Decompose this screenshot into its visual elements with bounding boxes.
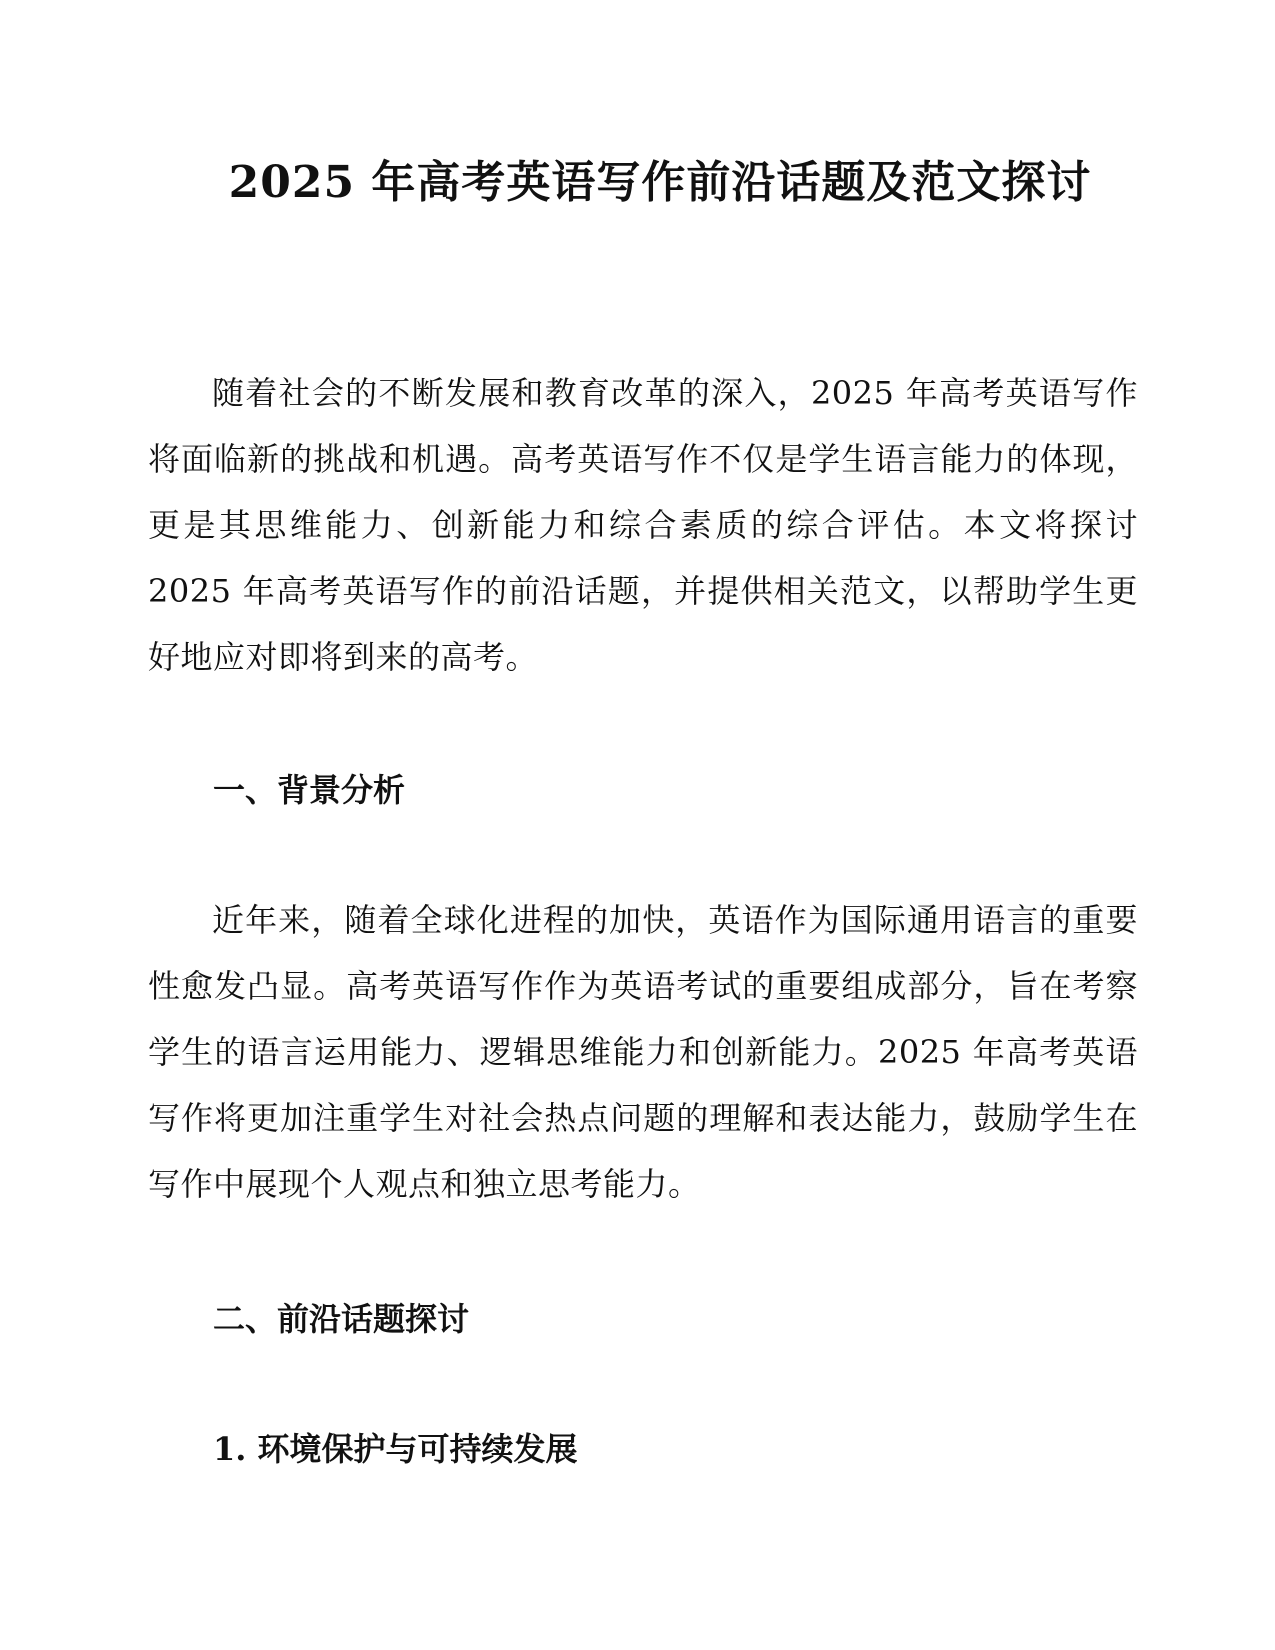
section-heading-background: 一、背景分析 (213, 771, 406, 809)
subsection-heading-environment: 1. 环境保护与可持续发展 (213, 1430, 578, 1468)
intro-paragraph: 随着社会的不断发展和教育改革的深入，2025 年高考英语写作将面临新的挑战和机遇。高考英语写作不仅是学生语言能力的体现，更是其思维能力、创新能力和综合素质的综合评估。本文将探讨 2025 年高考英语写作的前沿话题，并提供相关范文，以帮助学生更好地应对即将到来的高考。 (148, 374, 1138, 676)
section-heading-topics: 二、前沿话题探讨 (213, 1300, 470, 1338)
background-paragraph: 近年来，随着全球化进程的加快，英语作为国际通用语言的重要性愈发凸显。高考英语写作作为英语考试的重要组成部分，旨在考察学生的语言运用能力、逻辑思维能力和创新能力。2025 年高考英语写作将更加注重学生对社会热点问题的理解和表达能力，鼓励学生在写作中展现个人观点和独立思考能力。 (148, 901, 1138, 1203)
document-title: 2025 年高考英语写作前沿话题及范文探讨 (228, 157, 1092, 208)
